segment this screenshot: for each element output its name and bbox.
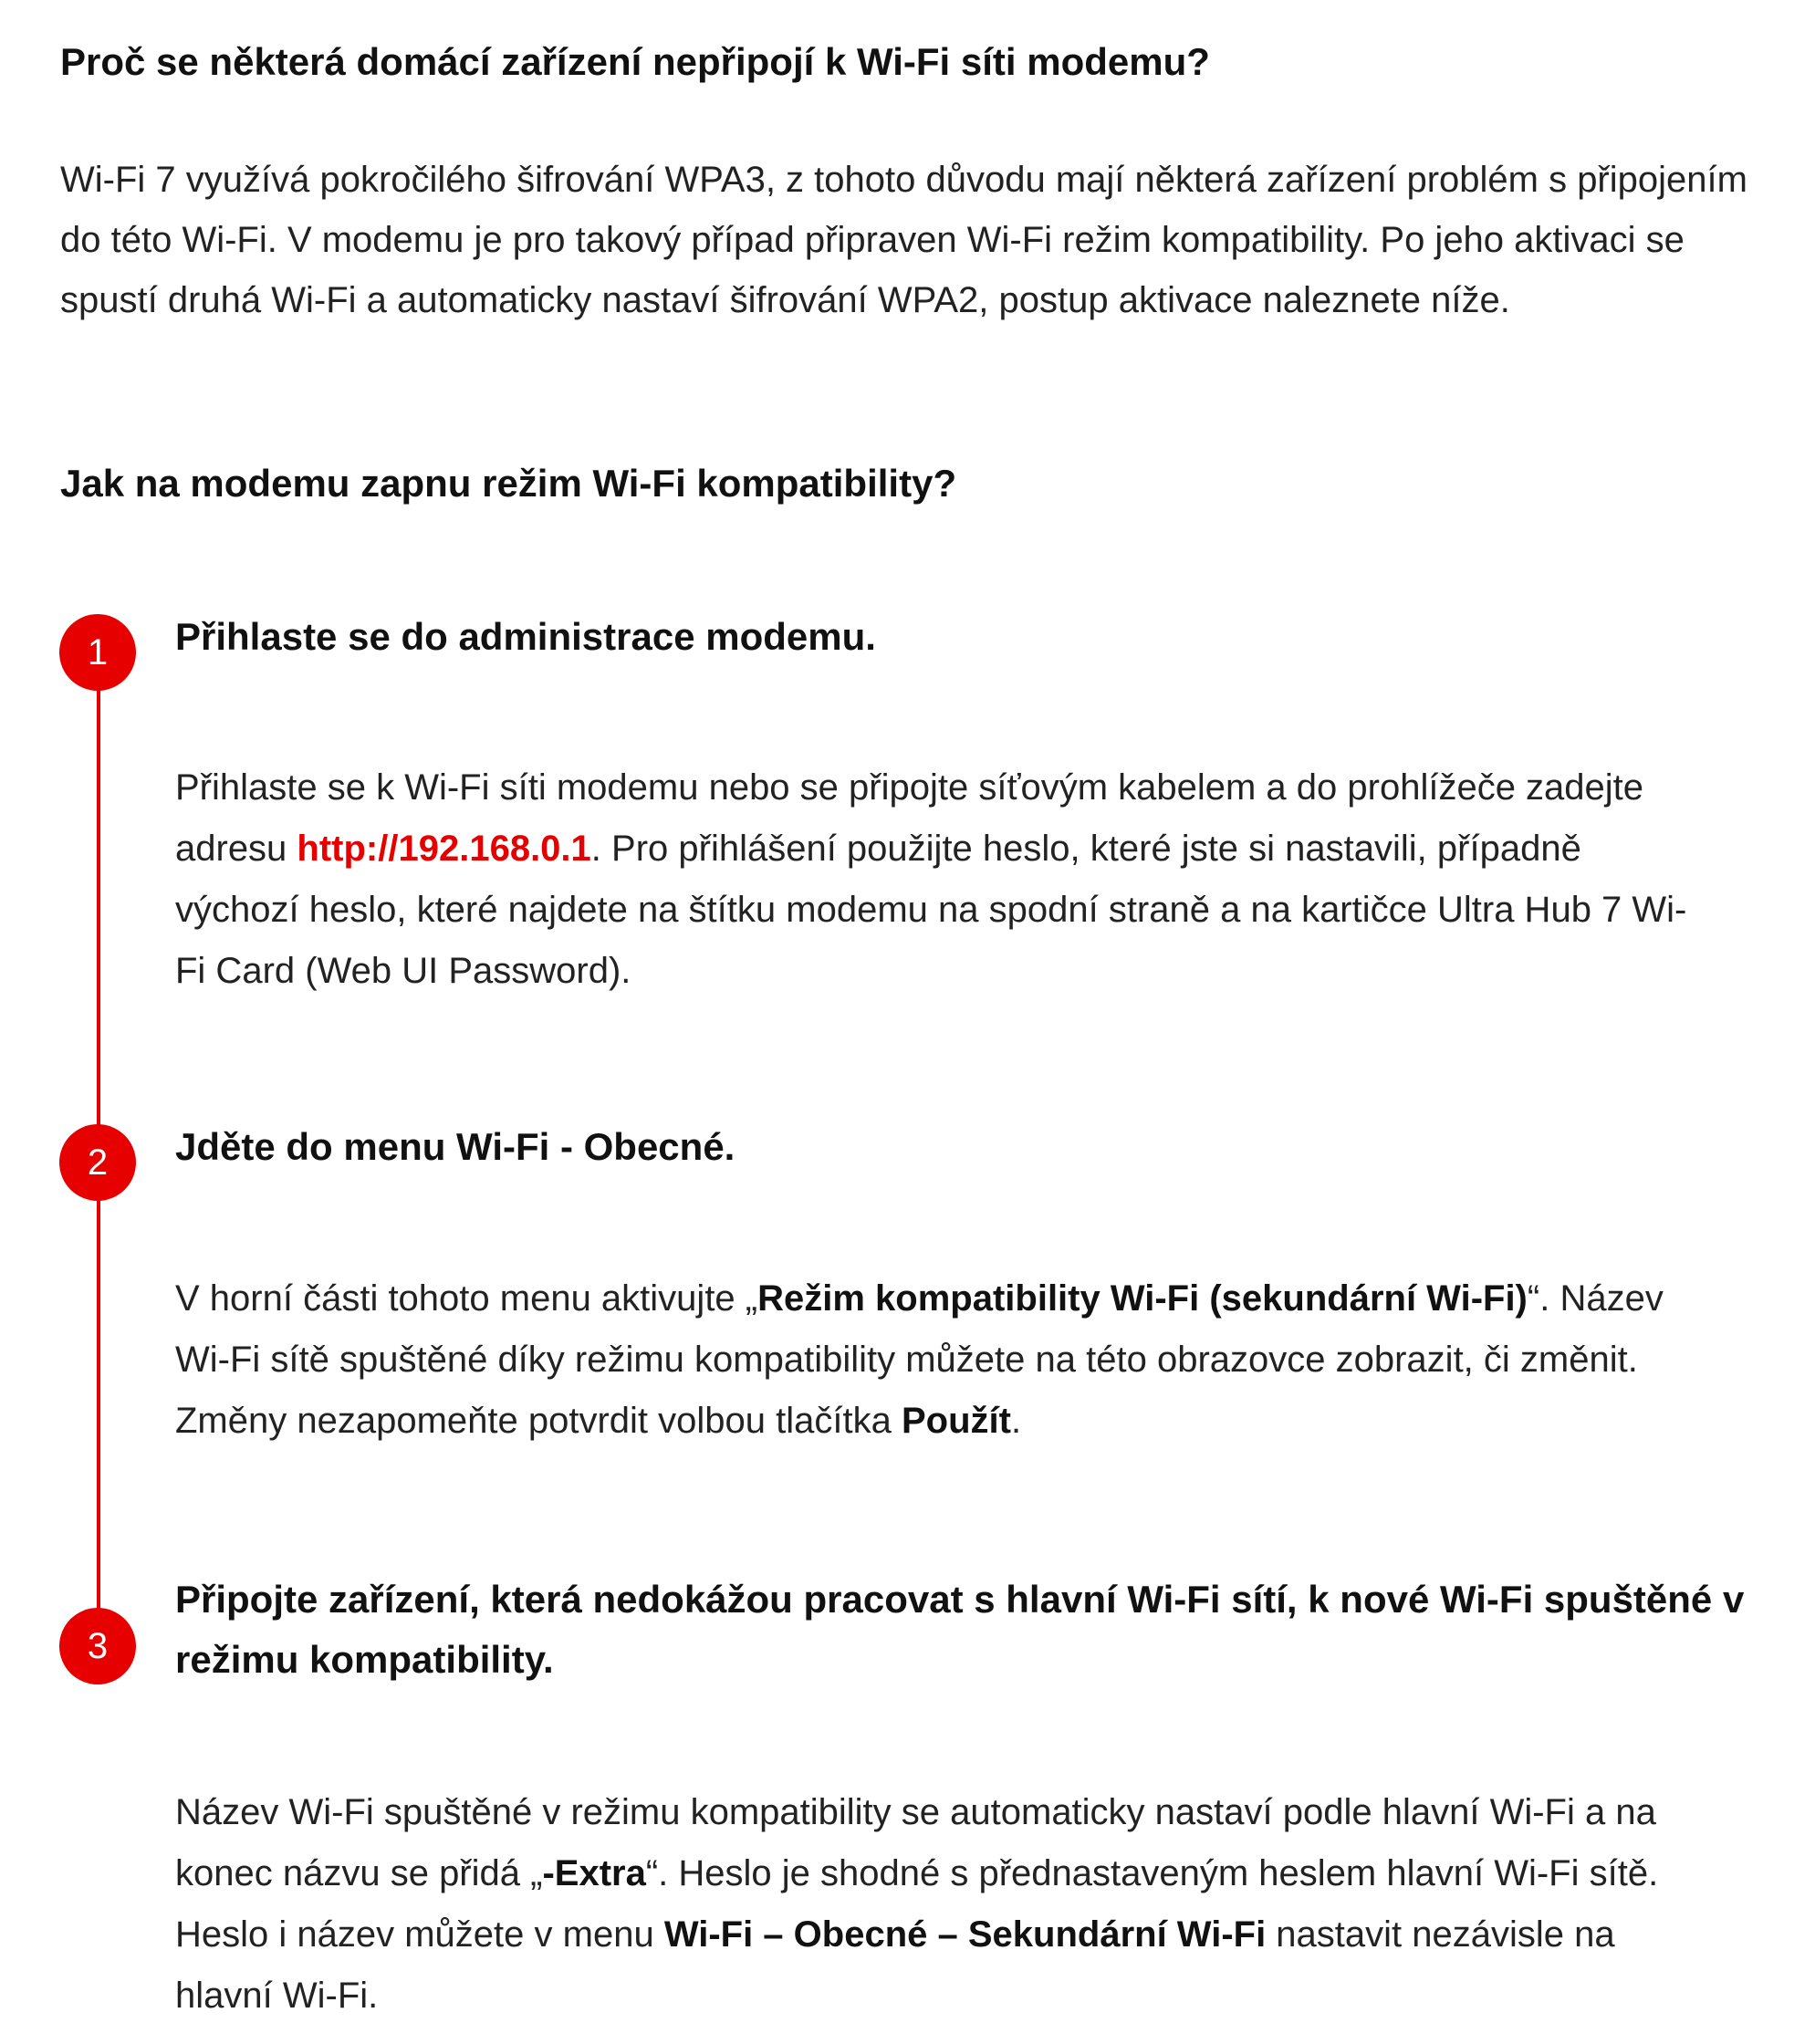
- step-title: Připojte zařízení, která nedokážou pracovat s hlavní Wi-Fi sítí, k nové Wi-Fi spuštěné v režimu kompatibility.: [175, 1578, 1745, 1681]
- step-text: Přihlaste se k Wi-Fi síti modemu nebo se připojte síťovým kabelem a do prohlížeče zadejte adresu: [175, 767, 1644, 869]
- step-description: [175, 1782, 1672, 2027]
- step-title: Přihlaste se do administrace modemu.: [175, 615, 876, 658]
- timeline-connector: [97, 1161, 100, 1626]
- step-description: [175, 1268, 1672, 1452]
- step-number-badge: 3: [59, 1608, 136, 1684]
- step-text: V horní části tohoto menu aktivujte „: [175, 1278, 758, 1319]
- faq-question-2: Jak na modemu zapnu režim Wi-Fi kompatibility?: [60, 462, 957, 505]
- step-description: [175, 757, 1708, 1002]
- step-text: “. Heslo je shodné s přednastaveným heslem hlavní Wi-Fi sítě. Heslo i název můžete v menu: [175, 1853, 1659, 1955]
- timeline-connector: [97, 650, 100, 1142]
- step-text: . Pro přihlášení použijte heslo, které jste si nastavili, případně výchozí heslo, které najdete na štítku modemu na spodní straně a na kartičce Ultra Hub 7 Wi-Fi Card (Web UI Password).: [175, 829, 1687, 991]
- step-text: nastavit nezávisle na hlavní Wi-Fi.: [175, 1914, 1615, 2016]
- faq-question-1: Proč se některá domácí zařízení nepřipojí k Wi-Fi síti modemu?: [60, 40, 1210, 83]
- extra-suffix: -Extra: [542, 1853, 646, 1893]
- faq-answer-1: Wi-Fi 7 využívá pokročilého šifrování WPA3, z tohoto důvodu mají některá zařízení problém s připojením do této Wi-Fi. V modemu je pro takový případ připraven Wi-Fi režim kompatibility. Po jeho aktivaci se spustí druhá Wi-Fi a automaticky nastaví šifrování WPA2, postup aktivace naleznete níže.: [60, 160, 1747, 320]
- apply-button-reference: Použít: [901, 1401, 1011, 1441]
- step-title: Jděte do menu Wi-Fi - Obecné.: [175, 1125, 735, 1168]
- step-text: .: [1010, 1401, 1022, 1441]
- step-number-badge: 2: [59, 1124, 136, 1201]
- compatibility-mode-setting: Režim kompatibility Wi-Fi (sekundární Wi-Fi): [757, 1278, 1528, 1319]
- step-text: Název Wi-Fi spuštěné v režimu kompatibility se automaticky nastaví podle hlavní Wi-Fi a na konec názvu se přidá „: [175, 1792, 1656, 1893]
- step-number-badge: 1: [59, 614, 136, 691]
- secondary-wifi-menu-path: Wi-Fi – Obecné – Sekundární Wi-Fi: [663, 1914, 1267, 1955]
- step-text: “. Název Wi-Fi sítě spuštěné díky režimu kompatibility můžete na této obrazovce zobrazit, či změnit. Změny nezapomeňte potvrdit volbou tlačítka: [175, 1278, 1664, 1441]
- modem-admin-link[interactable]: http://192.168.0.1: [297, 829, 591, 869]
